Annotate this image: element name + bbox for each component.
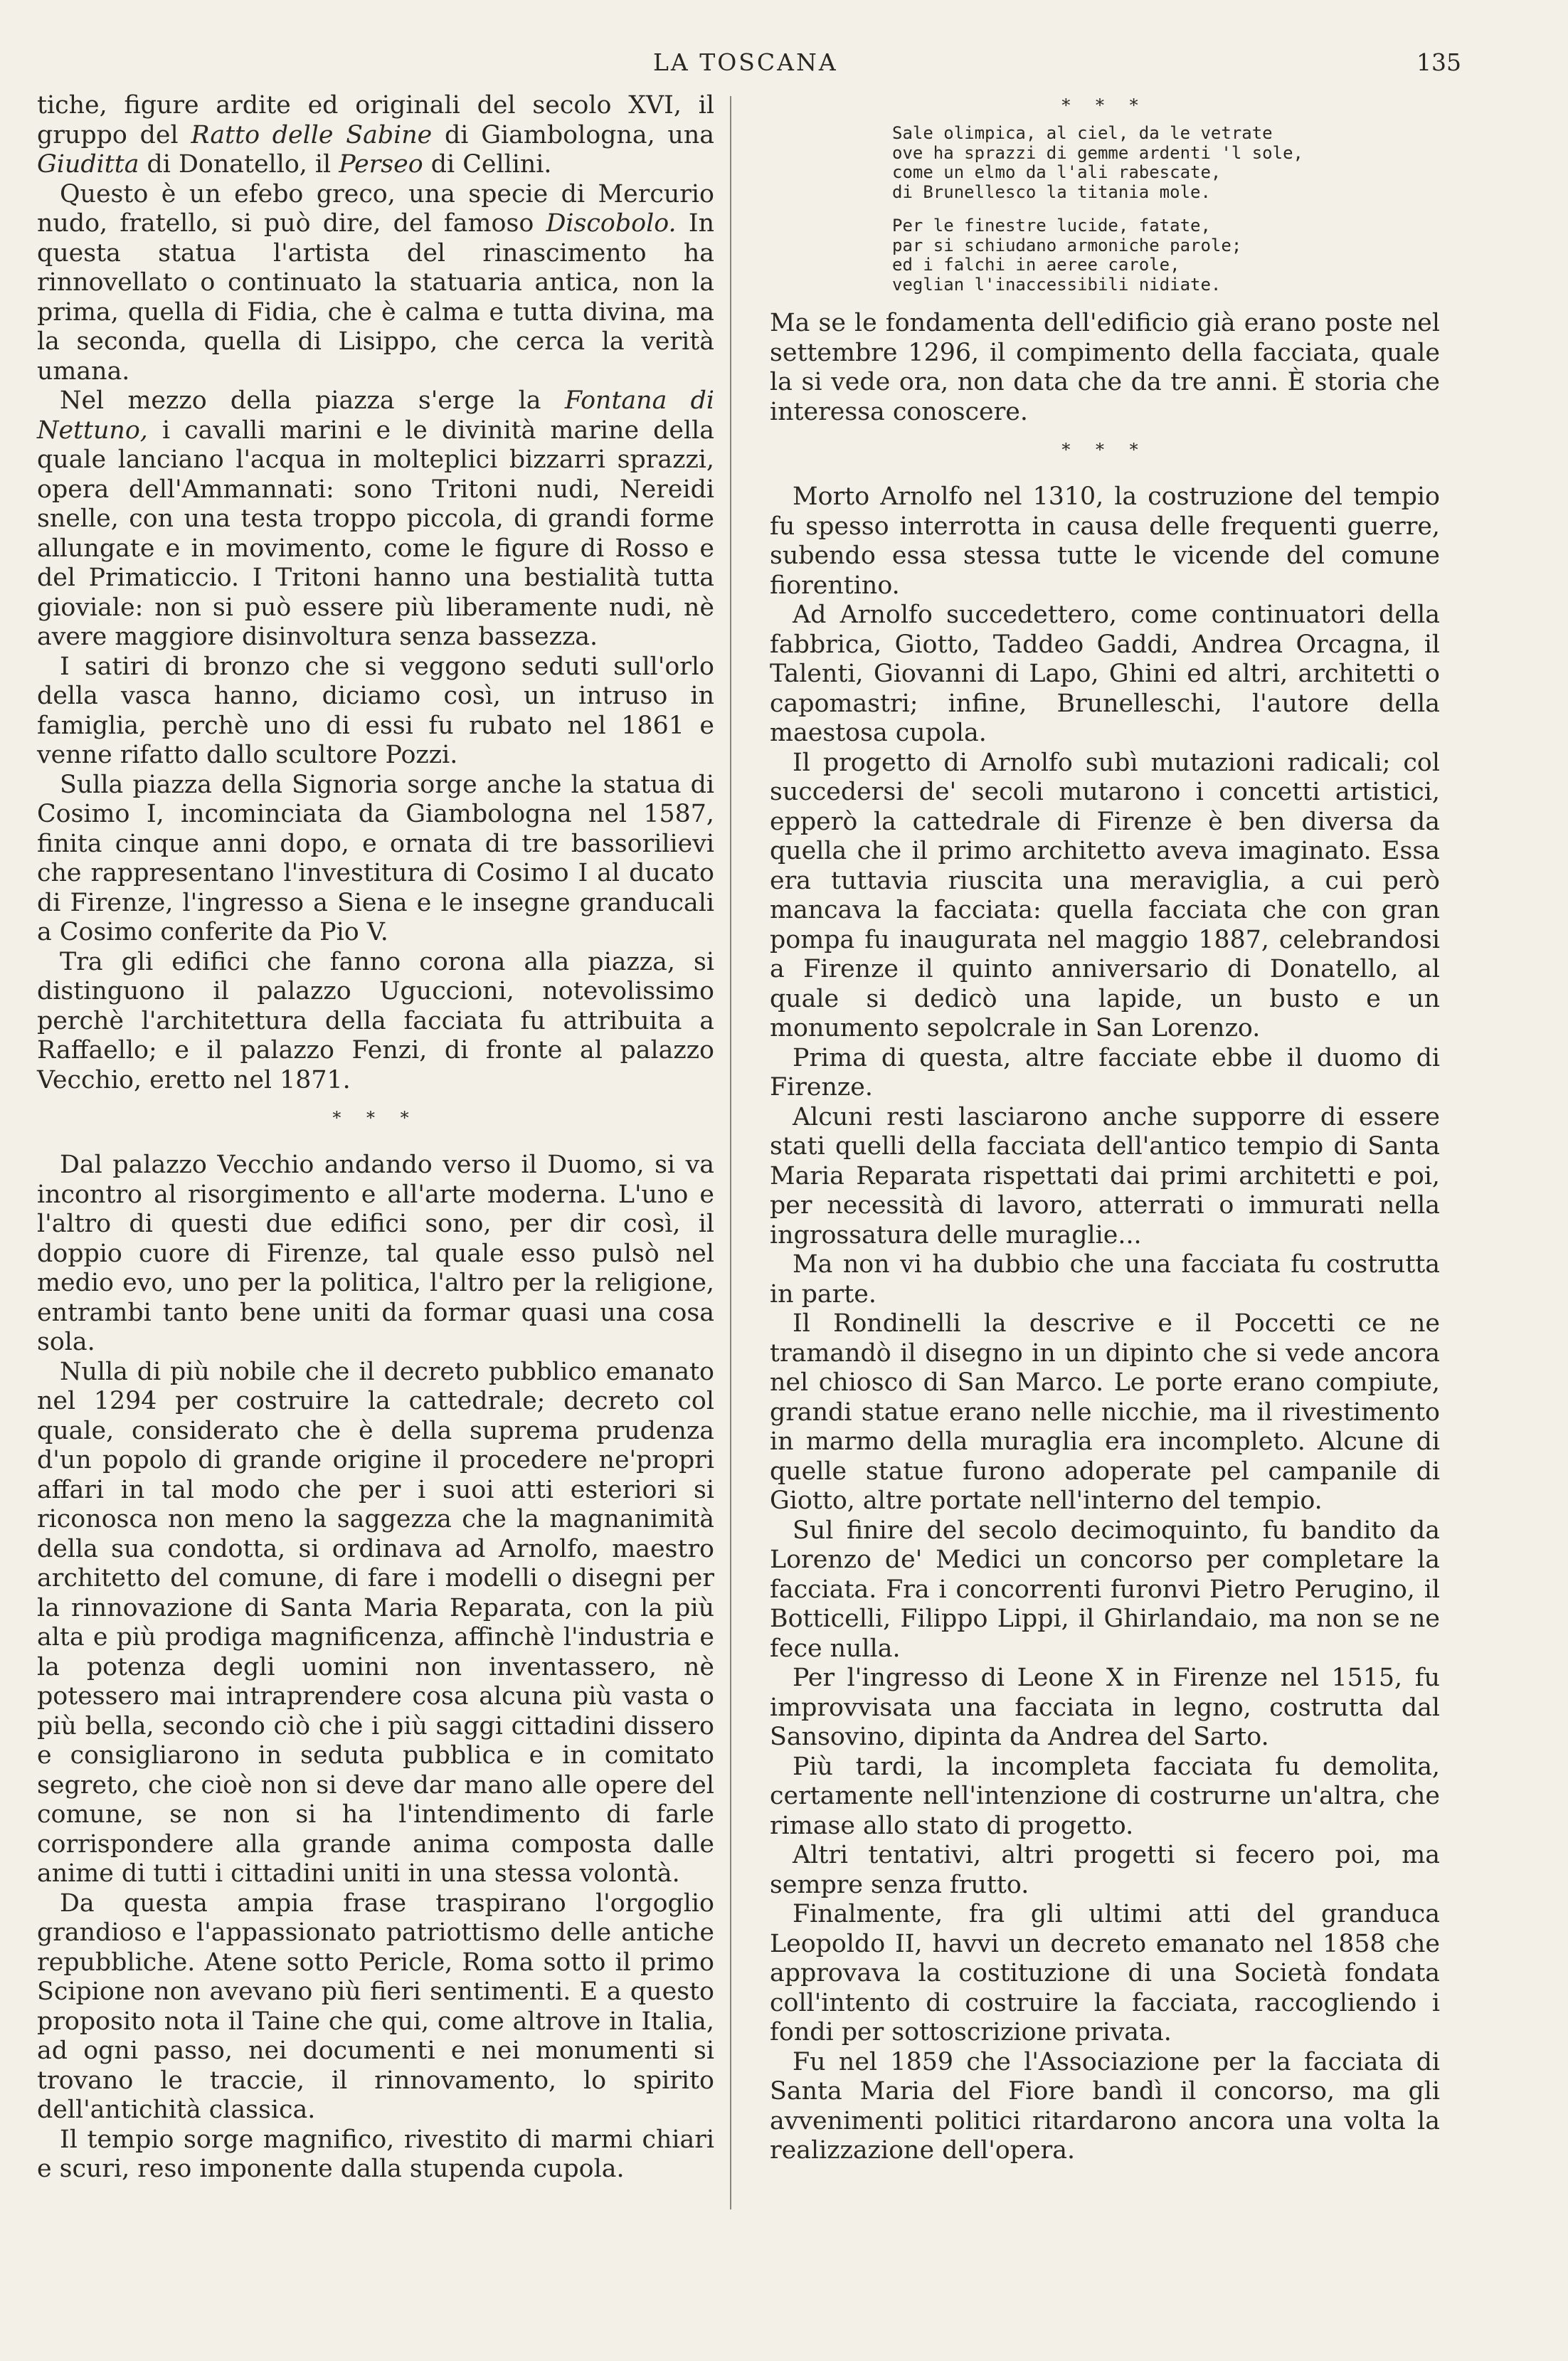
- paragraph: Sul finire del secolo decimoquinto, fu bandito da Lorenzo de' Medici un concorso per completare la facciata. Fra i concorrenti furonvi Pietro Perugino, il Botticelli, Filippo Lippi, il Ghirlandaio, ma non se ne fece nulla.: [770, 1516, 1440, 1663]
- column-divider: [730, 96, 731, 2209]
- paragraph: Il progetto di Arnolfo subì mutazioni radicali; col succedersi de' secoli mutarono i concetti artistici, epperò la cattedrale di Firenze è ben diversa da quella che il primo architetto aveva imaginato. Essa era tuttavia riuscita una meraviglia, a cui però mancava la facciata: quella facciata che con gran pompa fu inaugurata nel maggio 1887, celebrandosi a Firenze il quinto anniversario di Donatello, al quale si dedicò una lapide, un busto e un monumento sepolcrale in San Lorenzo.: [770, 748, 1440, 1042]
- section-separator: * * *: [332, 1108, 419, 1128]
- paragraph: Nel mezzo della piazza s'erge la Fontana di Nettuno, i cavalli marini e le divinità marine della quale lanciano l'acqua in molteplici bizzarri sprazzi, opera dell'Ammannati: sono Tritoni nudi, Nereidi snelle, con una testa troppo piccola, di grandi forme allungate e in movimento, come le figure di Rosso e del Primaticcio. I Tritoni hanno una bestialità tutta gioviale: non si può essere più liberamente nudi, nè avere maggiore disinvoltura senza bassezza.: [37, 386, 715, 651]
- poem-line: ed i falchi in aeree carole,: [892, 255, 1180, 275]
- poem-line: Sale olimpica, al ciel, da le vetrate: [892, 123, 1273, 143]
- poem-line: veglian l'inaccessibili nidiate.: [892, 274, 1222, 295]
- paragraph: Questo è un efebo greco, una specie di Mercurio nudo, fratello, si può dire, del famoso Discobolo. In questa statua l'artista del rinascimento ha rinnovellato o continuato la statuaria antica, non la prima, quella di Fidia, che è calma e tutta divina, ma la seconda, quella di Lisippo, che cerca la verità umana.: [37, 179, 714, 386]
- paragraph: tiche, figure ardite ed originali del secolo XVI, il gruppo del Ratto delle Sabine di Giambologna, una Giuditta di Donatello, il Perseo di Cellini.: [37, 91, 714, 179]
- poem-line: come un elmo da l'ali rabescate,: [892, 162, 1222, 182]
- left-column: [37, 91, 714, 2185]
- paragraph: Il Rondinelli la descrive e il Poccetti ce ne tramandò il disegno in un dipinto che si vede ancora nel chiosco di San Marco. Le porte erano compiute, grandi statue erano nelle nicchie, ma il rivestimento in marmo della muraglia era incompleto. Alcune di quelle statue furono adoperate pel campanile di Giotto, altre portate nell'interno del tempio.: [770, 1309, 1440, 1515]
- artwork-title: Ratto delle Sabine: [191, 120, 433, 149]
- paragraph: Prima di questa, altre facciate ebbe il duomo di Firenze.: [770, 1043, 1440, 1102]
- page-header: [0, 48, 1568, 84]
- poem-line: di Brunellesco la titania mole.: [892, 181, 1211, 202]
- paragraph: Alcuni resti lasciarono anche supporre di essere stati quelli della facciata dell'antico tempio di Santa Maria Reparata rispettati dai primi architetti e poi, per necessità di lavoro, atterrati o immurati nella ingrossatura delle muraglie...: [770, 1102, 1440, 1250]
- paragraph: Ma non vi ha dubbio che una facciata fu costrutta in parte.: [770, 1250, 1440, 1309]
- paragraph: Altri tentativi, altri progetti si fecero poi, ma sempre senza frutto.: [770, 1841, 1440, 1899]
- paragraph: Tra gli edifici che fanno corona alla piazza, si distinguono il palazzo Uguccioni, notevolissimo perchè l'architettura della facciata fu attribuita a Raffaello; e il palazzo Fenzi, di fronte al palazzo Vecchio, eretto nel 1871.: [37, 947, 714, 1094]
- paragraph: Fu nel 1859 che l'Associazione per la facciata di Santa Maria del Fiore bandì il concorso, ma gli avvenimenti politici ritardarono ancora una volta la realizzazione dell'opera.: [770, 2047, 1440, 2165]
- paragraph: Sulla piazza della Signoria sorge anche la statua di Cosimo I, incominciata da Giambologna nel 1587, finita cinque anni dopo, e ornata di tre bassorilievi che rappresentano l'investitura di Cosimo I al ducato di Firenze, l'ingresso a Siena e le insegne granducali a Cosimo conferite da Pio V.: [37, 770, 714, 946]
- poem: [770, 124, 1440, 295]
- section-separator: * * *: [1061, 440, 1148, 460]
- paragraph: Nulla di più nobile che il decreto pubblico emanato nel 1294 per costruire la cattedrale; decreto col quale, considerato che è della suprema prudenza d'un popolo di grande origine il procedere ne'propri affari in tal modo che per i suoi atti esteriori si riconosca non meno la saggezza che la magnanimità della sua condotta, si ordinava ad Arnolfo, maestro architetto del comune, di fare i modelli o disegni per la rinnovazione di Santa Maria Reparata, con la più alta e più prodiga magnificenza, affinchè l'industria e la potenza degli uomini non inventassero, nè potessero mai intraprendere cosa alcuna più vasta o più bella, secondo ciò che i più saggi cittadini dissero e consigliarono in seduta pubblica e in comitato segreto, che cioè non si deve dar mano alle opere del comune, se non si ha l'intendimento di farle corrispondere alla grande anima composta dalle anime di tutti i cittadini uniti in una stessa volontà.: [37, 1357, 714, 1888]
- paragraph: Più tardi, la incompleta facciata fu demolita, certamente nell'intenzione di costrurne un'altra, che rimase allo stato di progetto.: [770, 1752, 1440, 1840]
- poem-line: ove ha sprazzi di gemme ardenti 'l sole,: [892, 142, 1303, 163]
- running-head: LA TOSCANA: [653, 48, 838, 76]
- paragraph: Da questa ampia frase traspirano l'orgoglio grandioso e l'appassionato patriottismo delle antiche repubbliche. Atene sotto Pericle, Roma sotto il primo Scipione non avevano più fieri sentimenti. E a questo proposito nota il Taine che qui, come altrove in Italia, ad ogni passo, nei documenti e nei monumenti si trovano le traccie, il rinnovamento, lo spirito dell'antichità classica.: [37, 1889, 714, 2124]
- paragraph: Dal palazzo Vecchio andando verso il Duomo, si va incontro al risorgimento e all'arte moderna. L'uno e l'altro di questi due edifici sono, per dir così, il doppio cuore di Firenze, tal quale esso pulsò nel medio evo, uno per la politica, l'altro per la religione, entrambi tanto bene uniti da formar quasi una cosa sola.: [37, 1151, 714, 1356]
- paragraph: Per l'ingresso di Leone X in Firenze nel 1515, fu improvvisata una facciata in legno, costrutta dal Sansovino, dipinta da Andrea del Sarto.: [770, 1664, 1440, 1751]
- page-number: 135: [1416, 48, 1461, 76]
- poem-stanza: [892, 216, 1440, 295]
- poem-line: Per le finestre lucide, fatate,: [892, 216, 1211, 236]
- poem-stanza: [892, 124, 1440, 202]
- paragraph: Morto Arnolfo nel 1310, la costruzione del tempio fu spesso interrotta in causa delle frequenti guerre, subendo essa stessa tutte le vicende del comune fiorentino.: [770, 482, 1440, 600]
- paragraph: Ma se le fondamenta dell'edificio già erano poste nel settembre 1296, il compimento della facciata, quale la si vede ora, non data che da tre anni. È storia che interessa conoscere.: [770, 309, 1440, 426]
- artwork-title: Discobolo.: [546, 209, 677, 238]
- paragraph: Finalmente, fra gli ultimi atti del granduca Leopoldo II, havvi un decreto emanato nel 1858 che approvava la costituzione di una Società fondata coll'intento di costruire la facciata, raccogliendo i fondi per sottoscrizione privata.: [770, 1900, 1440, 2046]
- artwork-title: Fontana di Nettuno,: [37, 386, 715, 445]
- right-column: [770, 91, 1440, 2166]
- poem-line: par si schiudano armoniche parole;: [892, 235, 1242, 255]
- paragraph: Ad Arnolfo succedettero, come continuatori della fabbrica, Giotto, Taddeo Gaddi, Andrea Orcagna, il Talenti, Giovanni di Lapo, Ghini ed altri, architetti o capomastri; infine, Brunelleschi, l'autore della maestosa cupola.: [770, 601, 1440, 747]
- section-separator: * * *: [1061, 95, 1148, 115]
- artwork-title: Perseo: [339, 150, 423, 179]
- artwork-title: Giuditta: [37, 150, 139, 179]
- paragraph: I satiri di bronzo che si veggono seduti sull'orlo della vasca hanno, diciamo così, un intruso in famiglia, perchè uno di essi fu rubato nel 1861 e venne rifatto dallo scultore Pozzi.: [37, 652, 714, 769]
- paragraph: Il tempio sorge magnifico, rivestito di marmi chiari e scuri, reso imponente dalla stupenda cupola.: [37, 2125, 714, 2183]
